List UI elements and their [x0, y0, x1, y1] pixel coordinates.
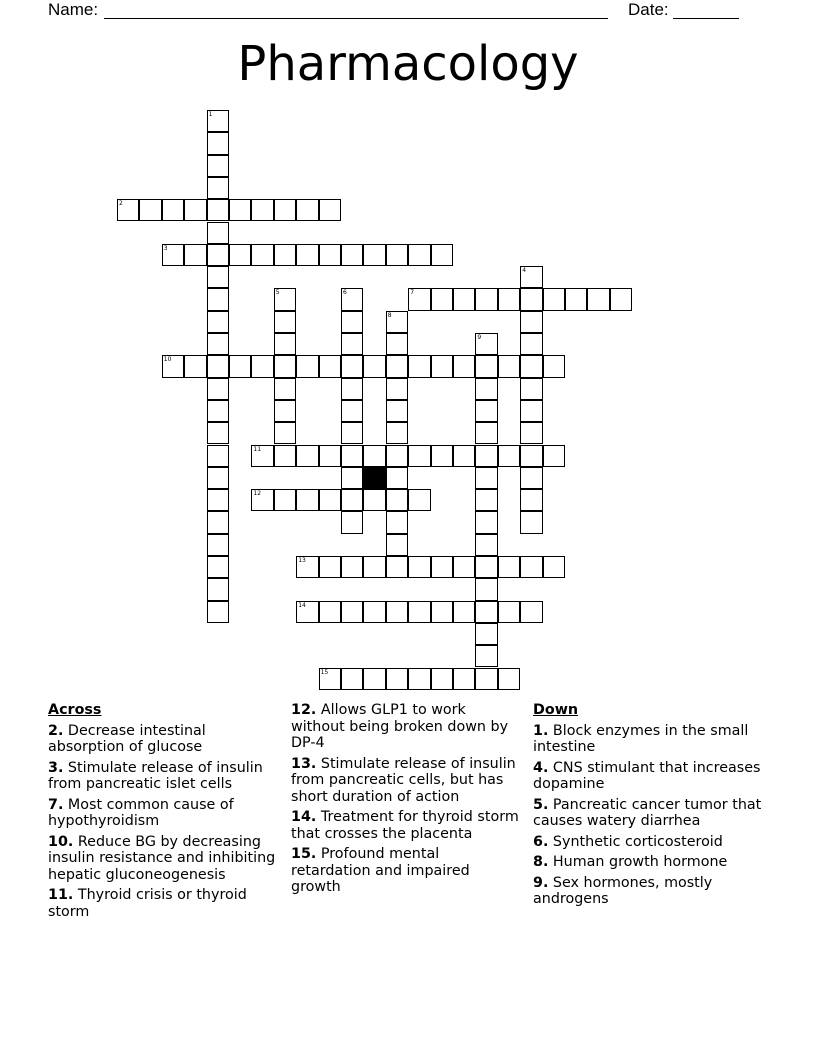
grid-cell[interactable]	[520, 333, 542, 355]
grid-cell[interactable]	[207, 155, 229, 177]
clue-item	[533, 834, 765, 851]
grid-cell[interactable]	[274, 333, 296, 355]
grid-cell[interactable]	[341, 244, 363, 266]
grid-cell[interactable]	[184, 355, 206, 377]
clue-text: Stimulate release of insulin from pancreatic cells, but has short duration of action	[291, 755, 516, 805]
grid-cell[interactable]	[475, 623, 497, 645]
clue-number: 6	[343, 289, 347, 297]
grid-cell[interactable]	[341, 511, 363, 533]
grid-cell[interactable]	[341, 355, 363, 377]
grid-cell[interactable]	[520, 400, 542, 422]
clue-number: 4	[522, 267, 527, 275]
grid-cell[interactable]	[475, 467, 497, 489]
grid-cell[interactable]	[184, 244, 206, 266]
grid-cell[interactable]	[162, 199, 184, 221]
grid-cell[interactable]	[475, 668, 497, 690]
grid-cell[interactable]	[207, 132, 229, 154]
clue-number: 4.	[533, 759, 549, 776]
grid-cell[interactable]	[184, 199, 206, 221]
grid-cell[interactable]	[274, 489, 296, 511]
grid-cell[interactable]	[341, 556, 363, 578]
clue-number: 11	[253, 445, 262, 453]
clue-number: 8.	[533, 854, 549, 870]
grid-cell[interactable]	[229, 199, 251, 221]
grid-cell[interactable]	[498, 445, 520, 467]
grid-cell[interactable]	[386, 668, 408, 690]
clue-number: 10	[163, 356, 172, 364]
clue-number: 14	[298, 601, 306, 609]
grid-cell[interactable]	[207, 467, 229, 489]
clue-number: 9.	[533, 874, 549, 891]
grid-cell[interactable]	[543, 556, 565, 578]
grid-cell[interactable]	[363, 601, 385, 623]
clue-number: 7	[410, 289, 415, 297]
clue-number: 5.	[533, 796, 549, 813]
down-heading: Down	[533, 702, 579, 718]
grid-cell[interactable]	[386, 422, 408, 444]
grid-cell[interactable]	[408, 668, 430, 690]
name-label: Name:	[48, 0, 99, 19]
grid-cell[interactable]	[251, 489, 273, 511]
grid-cell[interactable]	[207, 511, 229, 533]
grid-cell[interactable]	[386, 556, 408, 578]
clue-number: 2.	[48, 722, 64, 739]
clue-number: 1.	[533, 722, 549, 739]
clue-item	[533, 723, 765, 756]
grid-cell[interactable]	[453, 556, 475, 578]
grid-cell[interactable]	[341, 400, 363, 422]
grid-cell[interactable]	[610, 288, 632, 310]
clue-number: 14.	[291, 809, 317, 825]
grid-cell[interactable]	[274, 199, 296, 221]
clue-item	[48, 797, 280, 830]
grid-cell[interactable]	[162, 244, 184, 266]
grid-cell[interactable]	[386, 355, 408, 377]
grid-cell[interactable]	[408, 489, 430, 511]
grid-cell[interactable]	[386, 534, 408, 556]
grid-cell[interactable]	[207, 601, 229, 623]
grid-cell[interactable]	[520, 445, 542, 467]
page-title: Pharmacology	[237, 36, 579, 92]
grid-cell[interactable]	[408, 556, 430, 578]
clue-number: 3	[163, 244, 168, 252]
grid-cell[interactable]	[475, 511, 497, 533]
grid-cell[interactable]	[408, 601, 430, 623]
grid-cell[interactable]	[296, 355, 318, 377]
grid-cell[interactable]	[363, 355, 385, 377]
clue-number: 9	[477, 334, 482, 341]
clue-text: Block enzymes in the small intestine	[533, 722, 749, 755]
grid-cell[interactable]	[565, 288, 587, 310]
grid-cell[interactable]	[251, 355, 273, 377]
across-clues-continued	[291, 702, 523, 900]
grid-cell[interactable]	[207, 422, 229, 444]
grid-cell[interactable]	[520, 556, 542, 578]
clue-item	[291, 809, 523, 842]
grid-cell[interactable]	[363, 556, 385, 578]
grid-cell[interactable]	[274, 400, 296, 422]
grid-cell[interactable]	[408, 244, 430, 266]
grid-cell[interactable]	[229, 355, 251, 377]
grid-cell[interactable]	[386, 311, 408, 333]
grid-cell[interactable]	[431, 288, 453, 310]
grid-cell[interactable]	[341, 467, 363, 489]
clue-item	[533, 875, 765, 908]
grid-cell[interactable]	[341, 422, 363, 444]
grid-cell[interactable]	[319, 244, 341, 266]
grid-cell[interactable]	[341, 489, 363, 511]
grid-cell[interactable]	[274, 244, 296, 266]
grid-cell[interactable]	[475, 400, 497, 422]
grid-cell[interactable]	[274, 422, 296, 444]
grid-cell[interactable]	[498, 601, 520, 623]
clue-number: 8	[387, 311, 392, 319]
grid-cell[interactable]	[475, 422, 497, 444]
grid-cell[interactable]	[453, 668, 475, 690]
grid-cell[interactable]	[543, 288, 565, 310]
grid-cell[interactable]	[117, 199, 139, 221]
grid-cell[interactable]	[431, 668, 453, 690]
grid-cell[interactable]	[341, 311, 363, 333]
grid-cell[interactable]	[207, 333, 229, 355]
grid-cell[interactable]	[386, 601, 408, 623]
clue-text: Thyroid crisis or thyroid storm	[48, 887, 247, 920]
grid-cell[interactable]	[296, 489, 318, 511]
clue-text: Human growth hormone	[548, 854, 728, 870]
grid-cell[interactable]	[475, 534, 497, 556]
grid-cell[interactable]	[520, 601, 542, 623]
grid-cell[interactable]	[475, 601, 497, 623]
grid-cell[interactable]	[386, 333, 408, 355]
clue-number: 2	[119, 200, 123, 208]
grid-cell[interactable]	[386, 467, 408, 489]
grid-cell[interactable]	[207, 355, 229, 377]
clue-number: 13.	[291, 755, 317, 772]
grid-cell[interactable]	[274, 288, 296, 310]
grid-cell[interactable]	[431, 445, 453, 467]
grid-cell[interactable]	[341, 668, 363, 690]
grid-cell[interactable]	[319, 489, 341, 511]
grid-cell[interactable]	[386, 445, 408, 467]
clue-text: Most common cause of hypothyroidism	[48, 796, 234, 829]
grid-cell[interactable]	[251, 244, 273, 266]
grid-cell[interactable]	[207, 266, 229, 288]
grid-cell[interactable]	[520, 288, 542, 310]
grid-cell[interactable]	[274, 445, 296, 467]
clue-text: Pancreatic cancer tumor that causes watery diarrhea	[533, 796, 762, 829]
grid-cell[interactable]	[475, 578, 497, 600]
clue-item	[533, 760, 765, 793]
grid-cell[interactable]	[453, 445, 475, 467]
grid-cell[interactable]	[207, 244, 229, 266]
grid-cell[interactable]	[386, 489, 408, 511]
grid-cell[interactable]	[475, 378, 497, 400]
grid-cell[interactable]	[207, 177, 229, 199]
grid-cell[interactable]	[251, 445, 273, 467]
grid-cell[interactable]	[341, 445, 363, 467]
grid-cell[interactable]	[520, 311, 542, 333]
grid-cell[interactable]	[431, 601, 453, 623]
grid-cell[interactable]	[543, 445, 565, 467]
clue-item	[533, 854, 765, 871]
grid-cell[interactable]	[498, 288, 520, 310]
clue-text: CNS stimulant that increases dopamine	[533, 759, 761, 792]
clue-item	[291, 756, 523, 806]
grid-cell[interactable]	[520, 511, 542, 533]
grid-cell[interactable]	[475, 355, 497, 377]
grid-cell[interactable]	[139, 199, 161, 221]
grid-cell[interactable]	[520, 266, 542, 288]
grid-cell[interactable]	[363, 244, 385, 266]
grid-cell[interactable]	[363, 445, 385, 467]
grid-cell[interactable]	[296, 601, 318, 623]
clue-number: 12.	[291, 702, 317, 718]
grid-cell[interactable]	[363, 489, 385, 511]
clue-text: Reduce BG by decreasing insulin resistance and inhibiting hepatic gluconeogenesis	[48, 833, 276, 883]
clue-number: 1	[208, 111, 213, 118]
grid-cell[interactable]	[251, 199, 273, 221]
grid-cell[interactable]	[520, 378, 542, 400]
clue-text: Decrease intestinal absorption of glucose	[48, 722, 206, 755]
grid-cell[interactable]	[431, 244, 453, 266]
grid-cell[interactable]	[296, 445, 318, 467]
grid-cell[interactable]	[319, 668, 341, 690]
clue-item	[291, 846, 523, 896]
grid-cell[interactable]	[431, 355, 453, 377]
grid-cell[interactable]	[296, 199, 318, 221]
grid-cell[interactable]	[207, 110, 229, 132]
grid-cell[interactable]	[207, 534, 229, 556]
grid-cell[interactable]	[386, 511, 408, 533]
grid-cell[interactable]	[207, 199, 229, 221]
clue-text: Treatment for thyroid storm that crosses the placenta	[291, 809, 519, 842]
grid-cell[interactable]	[319, 355, 341, 377]
clue-number: 5	[275, 289, 280, 297]
grid-cell[interactable]	[341, 288, 363, 310]
grid-cell[interactable]	[520, 489, 542, 511]
grid-cell[interactable]	[274, 311, 296, 333]
clue-item	[48, 760, 280, 793]
grid-cell[interactable]	[475, 645, 497, 667]
grid-cell[interactable]	[498, 556, 520, 578]
grid-cell[interactable]	[207, 556, 229, 578]
grid-cell[interactable]	[296, 244, 318, 266]
grid-cell[interactable]	[386, 400, 408, 422]
grid-cell[interactable]	[207, 489, 229, 511]
grid-cell[interactable]	[207, 222, 229, 244]
grid-cell[interactable]	[431, 556, 453, 578]
grid-cell[interactable]	[274, 355, 296, 377]
grid-cell[interactable]	[162, 355, 184, 377]
grid-cell[interactable]	[319, 556, 341, 578]
grid-cell[interactable]	[408, 355, 430, 377]
clue-item	[291, 702, 523, 752]
grid-cell[interactable]	[453, 288, 475, 310]
date-label: Date:	[628, 0, 669, 19]
clue-number: 15.	[291, 846, 317, 862]
grid-cell[interactable]	[475, 288, 497, 310]
grid-cell[interactable]	[498, 355, 520, 377]
grid-cell[interactable]	[341, 333, 363, 355]
grid-cell[interactable]	[207, 578, 229, 600]
grid-cell[interactable]	[475, 556, 497, 578]
grid-cell[interactable]	[296, 556, 318, 578]
grid-cell[interactable]	[475, 333, 497, 355]
grid-cell[interactable]	[520, 355, 542, 377]
down-clues	[533, 702, 765, 912]
grid-cell[interactable]	[319, 199, 341, 221]
grid-cell[interactable]	[319, 445, 341, 467]
grid-cell[interactable]	[207, 288, 229, 310]
clue-number: 13	[298, 557, 306, 564]
grid-cell[interactable]	[453, 601, 475, 623]
grid-cell[interactable]	[207, 311, 229, 333]
clue-number: 7.	[48, 796, 64, 813]
grid-cell[interactable]	[408, 288, 430, 310]
clue-text: Sex hormones, mostly androgens	[533, 874, 713, 907]
grid-cell[interactable]	[520, 422, 542, 444]
clue-item	[48, 887, 280, 920]
grid-cell[interactable]	[498, 668, 520, 690]
grid-cell[interactable]	[341, 378, 363, 400]
clue-number: 15	[320, 668, 329, 676]
grid-cell[interactable]	[386, 244, 408, 266]
clue-text: Allows GLP1 to work without being broken down by DP-4	[291, 702, 509, 751]
grid-cell[interactable]	[207, 378, 229, 400]
grid-cell[interactable]	[274, 378, 296, 400]
clue-item	[48, 723, 280, 756]
grid-cell[interactable]	[319, 601, 341, 623]
grid-cell[interactable]	[207, 400, 229, 422]
across-clues	[48, 702, 280, 924]
clue-number: 3.	[48, 759, 64, 776]
across-heading: Across	[48, 702, 102, 718]
grid-cell[interactable]	[386, 378, 408, 400]
grid-cell[interactable]	[229, 244, 251, 266]
grid-cell[interactable]	[475, 445, 497, 467]
grid-cell[interactable]	[475, 489, 497, 511]
clue-number: 12	[253, 490, 262, 498]
black-cell	[363, 467, 385, 489]
clue-text: Stimulate release of insulin from pancreatic islet cells	[48, 759, 263, 792]
grid-cell[interactable]	[543, 355, 565, 377]
clue-text: Synthetic corticosteroid	[548, 833, 723, 850]
grid-cell[interactable]	[587, 288, 609, 310]
grid-cell[interactable]	[453, 355, 475, 377]
clue-item	[48, 834, 280, 884]
clue-item	[533, 797, 765, 830]
grid-cell[interactable]	[341, 601, 363, 623]
clue-number: 11.	[48, 887, 74, 903]
clue-number: 6.	[533, 833, 549, 850]
grid-cell[interactable]	[363, 668, 385, 690]
grid-cell[interactable]	[520, 467, 542, 489]
grid-cell[interactable]	[408, 445, 430, 467]
grid-cell[interactable]	[207, 445, 229, 467]
clue-number: 10.	[48, 833, 74, 850]
clue-text: Profound mental retardation and impaired growth	[291, 846, 470, 895]
